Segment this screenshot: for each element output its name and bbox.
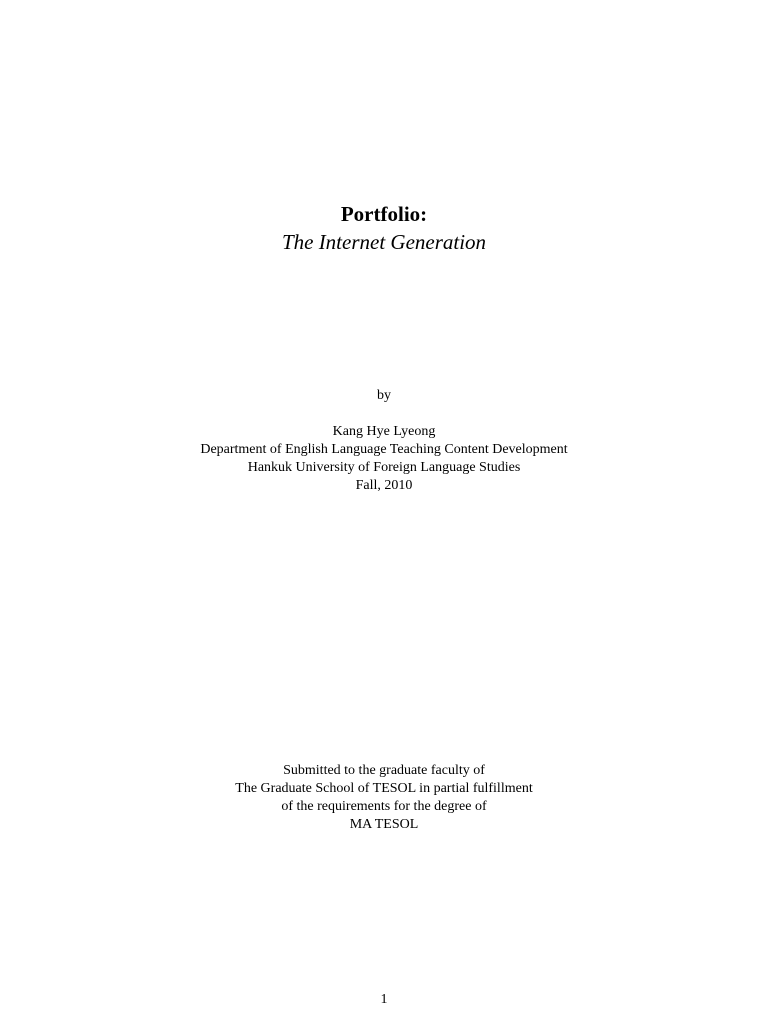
submission-line-4: MA TESOL [349, 817, 419, 832]
author-block [0, 387, 768, 495]
submission-line-3: of the requirements for the degree of [281, 799, 487, 814]
submission-line-1: Submitted to the graduate faculty of [283, 763, 485, 778]
author-university: Hankuk University of Foreign Language Studies [247, 460, 521, 475]
document-subtitle: The Internet Generation [281, 230, 487, 254]
author-name: Kang Hye Lyeong [332, 424, 436, 439]
document-title: Portfolio: [340, 202, 428, 226]
spacer [0, 405, 768, 423]
by-label: by [377, 388, 391, 403]
title-block [0, 200, 768, 256]
page-number: 1 [380, 992, 388, 1007]
author-department: Department of English Language Teaching Content Development [200, 442, 568, 457]
submission-statement [0, 762, 768, 834]
author-term: Fall, 2010 [355, 478, 413, 493]
submission-line-2: The Graduate School of TESOL in partial fulfillment [235, 781, 533, 796]
